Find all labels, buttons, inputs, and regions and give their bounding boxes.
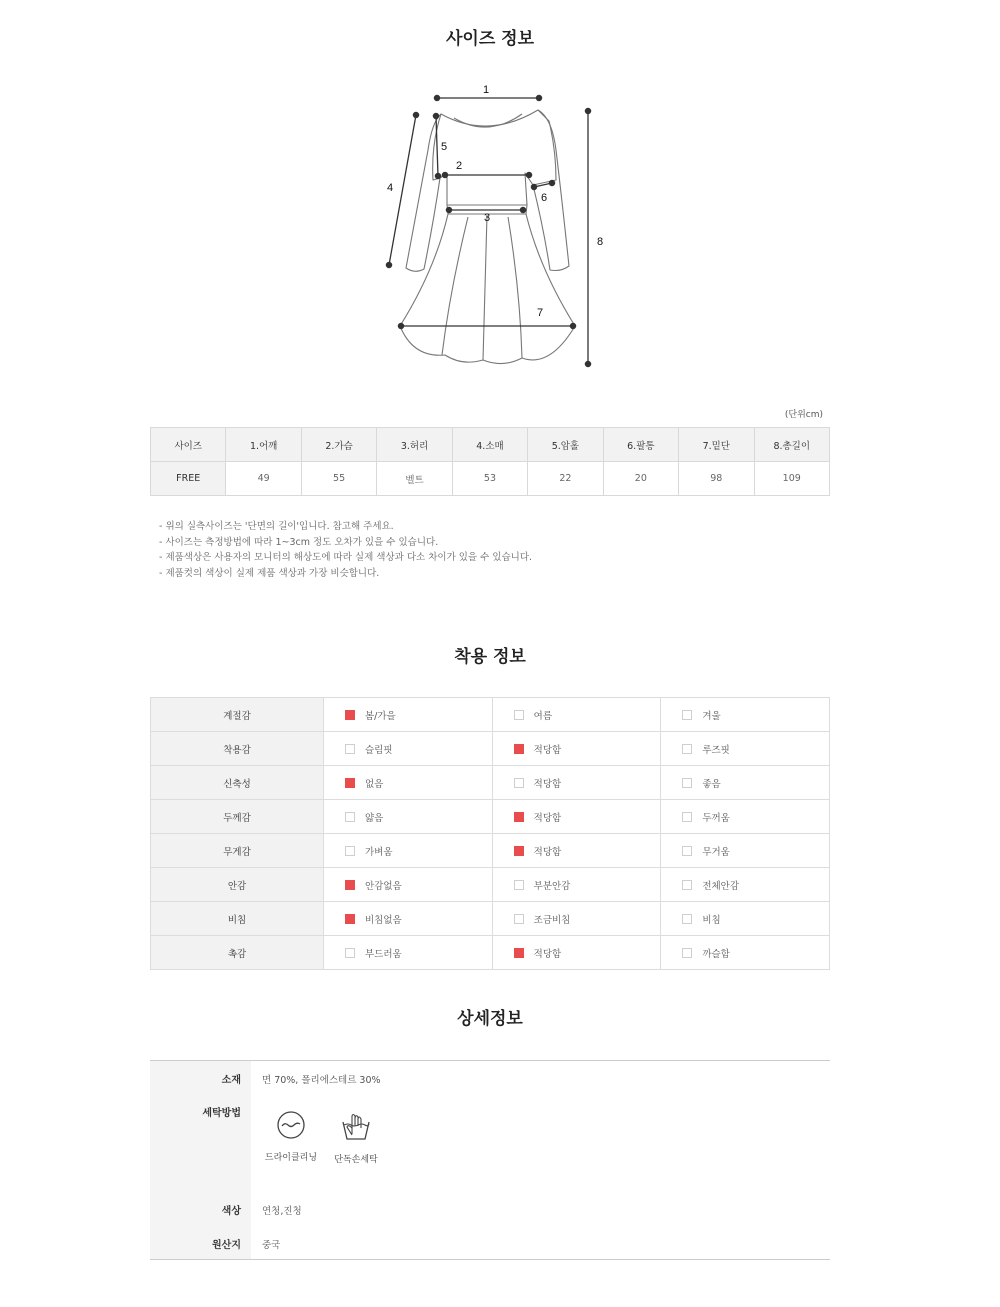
size-value-cell: 20 xyxy=(603,462,678,496)
size-header-cell: 8.총길이 xyxy=(754,428,830,462)
fit-option-label: 까슬함 xyxy=(702,948,730,960)
unchecked-box-icon xyxy=(682,948,692,958)
fit-row-label: 비침 xyxy=(151,902,324,936)
detail-top-divider xyxy=(150,1060,830,1061)
checked-box-icon xyxy=(345,914,355,924)
size-note: - 위의 실측사이즈는 '단면의 길이'입니다. 참고해 주세요. xyxy=(159,521,394,532)
fit-option-label: 얇음 xyxy=(365,812,384,824)
unchecked-box-icon xyxy=(682,914,692,924)
fit-option-label: 적당함 xyxy=(533,744,562,756)
size-value-cell: 98 xyxy=(679,462,754,496)
fit-option-label: 적당함 xyxy=(533,812,562,824)
fit-option xyxy=(324,732,493,766)
fit-option-label: 루즈핏 xyxy=(702,744,730,756)
fit-option xyxy=(492,766,661,800)
size-header-cell: 사이즈 xyxy=(151,428,226,462)
size-header-cell: 7.밑단 xyxy=(679,428,754,462)
fit-option xyxy=(324,936,493,970)
size-header-cell: 5.암홀 xyxy=(528,428,603,462)
unchecked-box-icon xyxy=(514,778,524,788)
fit-option xyxy=(661,902,830,936)
fit-option-label: 비침없음 xyxy=(365,914,402,926)
fit-option xyxy=(492,902,661,936)
detail-label-column xyxy=(150,1061,251,1259)
size-notes xyxy=(159,519,532,581)
fit-option xyxy=(324,766,493,800)
fit-row xyxy=(151,868,830,902)
fit-option-label: 겨울 xyxy=(702,710,721,722)
detail-info-title: 상세정보 xyxy=(457,1009,523,1029)
fit-row xyxy=(151,732,830,766)
unchecked-box-icon xyxy=(345,812,355,822)
fit-option xyxy=(492,800,661,834)
fit-option xyxy=(661,800,830,834)
size-header-cell: 3.허리 xyxy=(377,428,452,462)
size-table xyxy=(150,427,830,496)
dry-cleaning-icon xyxy=(276,1110,306,1140)
size-value-cell: 22 xyxy=(528,462,603,496)
fit-option xyxy=(324,800,493,834)
material-label: 소재 xyxy=(221,1075,241,1086)
color-value: 연청,진청 xyxy=(262,1206,302,1217)
fit-table xyxy=(150,697,830,970)
fit-option-label: 적당함 xyxy=(533,846,562,858)
size-value-cell: FREE xyxy=(151,462,226,496)
unchecked-box-icon xyxy=(682,812,692,822)
fit-option xyxy=(492,868,661,902)
fit-option-label: 무거움 xyxy=(702,846,730,858)
fit-option-label: 없음 xyxy=(365,778,384,790)
fit-row xyxy=(151,834,830,868)
size-value-cell: 55 xyxy=(301,462,376,496)
unchecked-box-icon xyxy=(514,880,524,890)
fit-row-label: 촉감 xyxy=(151,936,324,970)
unchecked-box-icon xyxy=(345,744,355,754)
diagram-label-8: 8 xyxy=(597,236,604,248)
color-label: 색상 xyxy=(221,1206,241,1217)
size-table-header-row xyxy=(151,428,830,462)
diagram-label-6: 6 xyxy=(541,192,548,204)
fit-option xyxy=(661,766,830,800)
checked-box-icon xyxy=(514,846,524,856)
origin-value: 중국 xyxy=(262,1240,281,1251)
fit-row-label: 안감 xyxy=(151,868,324,902)
unchecked-box-icon xyxy=(682,778,692,788)
hand-wash-icon xyxy=(339,1110,373,1142)
fit-option xyxy=(324,902,493,936)
wash-label: 세탁방법 xyxy=(202,1108,241,1119)
size-info-title: 사이즈 정보 xyxy=(445,29,535,49)
size-header-cell: 4.소매 xyxy=(452,428,527,462)
fit-row-label: 착용감 xyxy=(151,732,324,766)
wash-item-label: 단독손세탁 xyxy=(334,1155,378,1165)
fit-option-label: 적당함 xyxy=(533,948,562,960)
fit-option xyxy=(661,732,830,766)
diagram-label-5: 5 xyxy=(441,141,448,153)
fit-option xyxy=(661,868,830,902)
unchecked-box-icon xyxy=(682,744,692,754)
size-note: - 제품컷의 색상이 실제 제품 색상과 가장 비슷합니다. xyxy=(159,567,380,579)
fit-option xyxy=(324,834,493,868)
dress-size-diagram xyxy=(0,0,1000,380)
fit-option-label: 부분안감 xyxy=(533,880,571,892)
material-value: 면 70%, 폴리에스테르 30% xyxy=(262,1075,381,1086)
diagram-label-7: 7 xyxy=(537,307,544,319)
fit-row-label: 두께감 xyxy=(151,800,324,834)
fit-option xyxy=(492,936,661,970)
fit-row xyxy=(151,698,830,732)
unchecked-box-icon xyxy=(682,880,692,890)
fit-option-label: 좋음 xyxy=(702,778,721,790)
fit-option-label: 전체안감 xyxy=(702,880,740,892)
fit-option xyxy=(661,698,830,732)
unchecked-box-icon xyxy=(514,710,524,720)
wash-item-hand-wash xyxy=(324,1110,388,1165)
fit-option-label: 비침 xyxy=(702,914,721,926)
unit-label: (단위cm) xyxy=(784,410,823,420)
diagram-label-4: 4 xyxy=(387,182,394,194)
fit-option xyxy=(661,936,830,970)
detail-bottom-divider xyxy=(150,1259,830,1260)
fit-option xyxy=(324,868,493,902)
fit-row xyxy=(151,766,830,800)
unchecked-box-icon xyxy=(345,948,355,958)
size-header-cell: 1.어깨 xyxy=(226,428,301,462)
size-value-cell: 53 xyxy=(452,462,527,496)
fit-option-label: 안감없음 xyxy=(365,880,402,892)
fit-option-label: 부드러움 xyxy=(365,948,402,960)
size-table-row xyxy=(151,462,830,496)
unchecked-box-icon xyxy=(345,846,355,856)
fit-option-label: 여름 xyxy=(533,710,553,722)
fit-info-title: 착용 정보 xyxy=(454,647,526,667)
fit-row-label: 신축성 xyxy=(151,766,324,800)
fit-option xyxy=(324,698,493,732)
fit-row xyxy=(151,936,830,970)
unchecked-box-icon xyxy=(682,846,692,856)
fit-row xyxy=(151,902,830,936)
checked-box-icon xyxy=(345,710,355,720)
checked-box-icon xyxy=(514,744,524,754)
fit-option xyxy=(661,834,830,868)
fit-option xyxy=(492,732,661,766)
fit-option-label: 가벼움 xyxy=(365,846,393,858)
diagram-label-1: 1 xyxy=(483,84,490,96)
size-value-cell: 49 xyxy=(226,462,301,496)
size-value-cell: 109 xyxy=(754,462,830,496)
fit-option-label: 조금비침 xyxy=(533,914,571,926)
size-note: - 제품색상은 사용자의 모니터의 해상도에 따라 실제 색상과 다소 차이가 있을 수 있습니다. xyxy=(159,552,533,563)
checked-box-icon xyxy=(514,812,524,822)
checked-box-icon xyxy=(345,880,355,890)
diagram-label-2: 2 xyxy=(456,160,463,172)
checked-box-icon xyxy=(345,778,355,788)
origin-label: 원산지 xyxy=(212,1240,241,1251)
fit-row xyxy=(151,800,830,834)
wash-item-dry-cleaning xyxy=(259,1110,323,1163)
size-note: - 사이즈는 측정방법에 따라 1~3cm 정도 오차가 있을 수 있습니다. xyxy=(159,536,439,548)
fit-option xyxy=(492,834,661,868)
checked-box-icon xyxy=(514,948,524,958)
wash-item-label: 드라이클리닝 xyxy=(264,1153,318,1163)
diagram-label-3: 3 xyxy=(484,212,491,224)
unchecked-box-icon xyxy=(514,914,524,924)
unchecked-box-icon xyxy=(682,710,692,720)
size-header-cell: 2.가슴 xyxy=(301,428,376,462)
fit-option-label: 두꺼움 xyxy=(702,812,730,824)
fit-option xyxy=(492,698,661,732)
size-value-cell: 벨트 xyxy=(377,462,452,496)
fit-option-label: 슬림핏 xyxy=(365,744,393,756)
fit-option-label: 봄/가을 xyxy=(365,710,396,722)
fit-option-label: 적당함 xyxy=(533,778,562,790)
fit-row-label: 무게감 xyxy=(151,834,324,868)
fit-row-label: 계절감 xyxy=(151,698,324,732)
size-header-cell: 6.팔통 xyxy=(603,428,678,462)
